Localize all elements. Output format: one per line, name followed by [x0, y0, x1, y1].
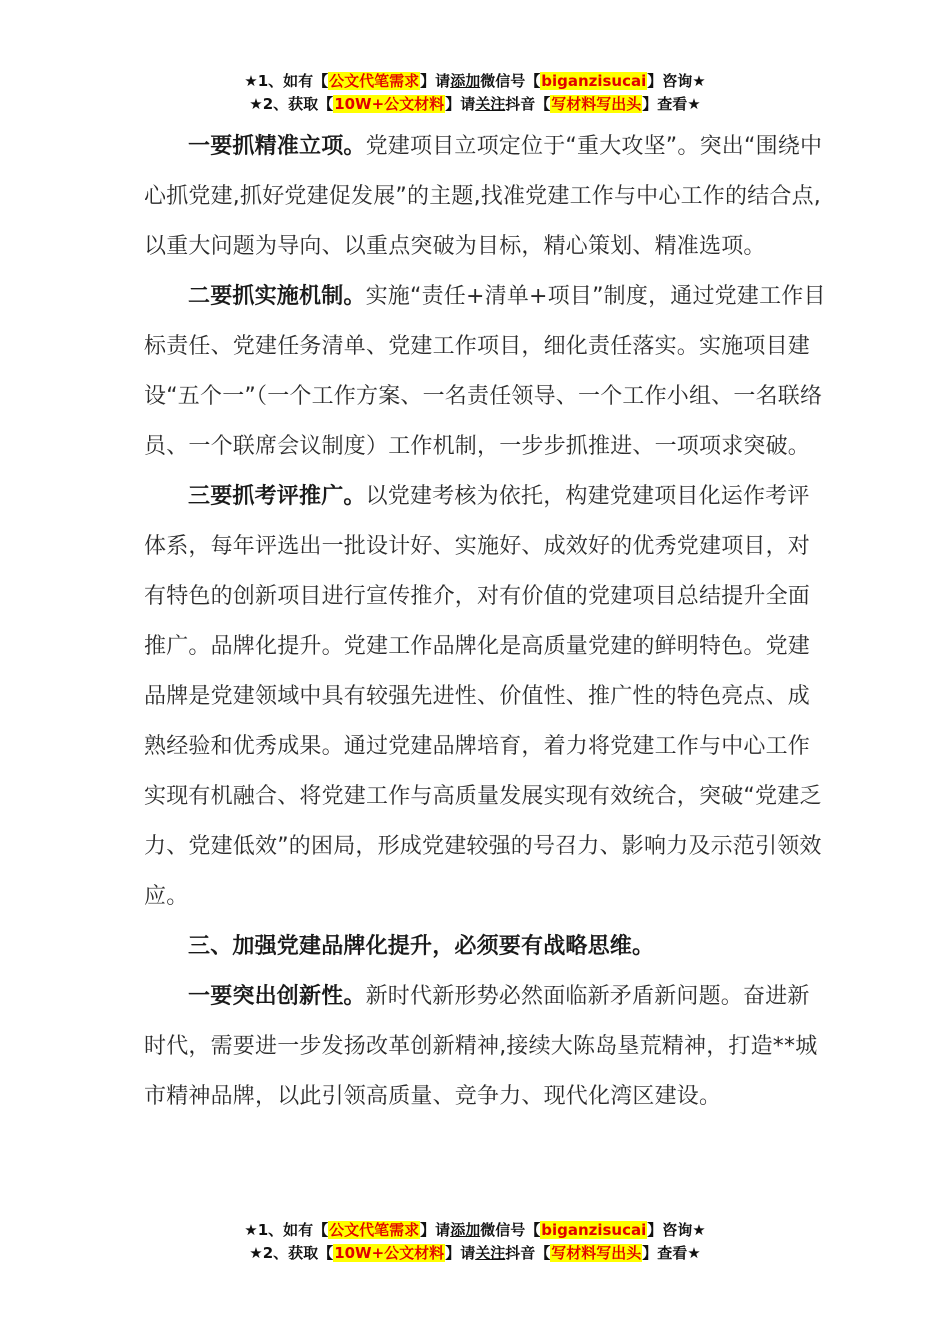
banner-text: 】请 [445, 95, 476, 113]
paragraph-text: 党建项目立项定位于“重大攻坚”。突出“围绕中心抓党建,抓好党建促发展”的主题,找准党建工作与中心工作的结合点,以重大问题为导向、以重点突破为目标，精心策划、精准选项。 [144, 134, 823, 259]
banner-text: 抖音【 [505, 1244, 551, 1262]
banner-text: 】请 [445, 1244, 476, 1262]
footer-banner [0, 1219, 950, 1265]
underlined-text: 关注 [475, 95, 506, 113]
banner-text: 微信号【 [480, 1221, 541, 1239]
paragraph [144, 272, 829, 472]
banner-line-1 [0, 1219, 950, 1242]
highlight-service: 公文代笔需求 [329, 1221, 420, 1239]
paragraph [144, 472, 829, 922]
banner-text: 】查看★ [642, 1244, 701, 1262]
underlined-text: 添加 [450, 1221, 481, 1239]
paragraph-lead: 二要抓实施机制。 [188, 284, 366, 309]
banner-text: 】请 [420, 72, 451, 90]
banner-text: 】查看★ [642, 95, 701, 113]
highlight-douyin-account: 写材料写出头 [551, 1244, 642, 1262]
banner-text: ★2、获取【 [249, 1244, 334, 1262]
paragraph [144, 122, 829, 272]
highlight-wechat-id: biganzisucai [541, 72, 647, 90]
paragraph-text: 实施“责任+清单+项目”制度，通过党建工作目标责任、党建任务清单、党建工作项目，细化责任落实。实施项目建设“五个一”（一个工作方案、一名责任领导、一个工作小组、一名联络员、一个联席会议制度）工作机制，一步步抓推进、一项项求突破。 [144, 284, 826, 459]
banner-line-2 [0, 1242, 950, 1265]
banner-text: 】咨询★ [647, 1221, 706, 1239]
paragraph-text: 新时代新形势必然面临新矛盾新问题。奋进新时代，需要进一步发扬改革创新精神,接续大陈岛垦荒精神，打造**城市精神品牌，以此引领高质量、竞争力、现代化湾区建设。 [144, 984, 818, 1109]
banner-text: ★1、如有【 [244, 1221, 329, 1239]
paragraph-lead: 三要抓考评推广。 [188, 484, 366, 509]
banner-line-2 [0, 93, 950, 116]
paragraph-lead: 一要抓精准立项。 [188, 134, 366, 159]
paragraph-lead: 一要突出创新性。 [188, 984, 366, 1009]
highlight-materials: 10W+公文材料 [334, 1244, 445, 1262]
highlight-materials: 10W+公文材料 [334, 95, 445, 113]
paragraph [144, 972, 829, 1122]
document-body [144, 122, 829, 1122]
banner-text: 】咨询★ [647, 72, 706, 90]
section-heading: 三、加强党建品牌化提升，必须要有战略思维。 [188, 934, 655, 959]
banner-text: 】请 [420, 1221, 451, 1239]
banner-line-1 [0, 70, 950, 93]
paragraph-text: 以党建考核为依托，构建党建项目化运作考评体系，每年评选出一批设计好、实施好、成效好的优秀党建项目，对有特色的创新项目进行宣传推介，对有价值的党建项目总结提升全面推广。品牌化提升。党建工作品牌化是高质量党建的鲜明特色。党建品牌是党建领域中具有较强先进性、价值性、推广性的特色亮点、成熟经验和优秀成果。通过党建品牌培育，着力将党建工作与中心工作实现有机融合、将党建工作与高质量发展实现有效统合，突破“党建乏力、党建低效”的困局，形成党建较强的号召力、影响力及示范引领效应。 [144, 484, 822, 909]
banner-text: 抖音【 [505, 95, 551, 113]
banner-text: 微信号【 [480, 72, 541, 90]
underlined-text: 添加 [450, 72, 481, 90]
highlight-douyin-account: 写材料写出头 [551, 95, 642, 113]
banner-text: ★1、如有【 [244, 72, 329, 90]
underlined-text: 关注 [475, 1244, 506, 1262]
highlight-wechat-id: biganzisucai [541, 1221, 647, 1239]
header-banner [0, 70, 950, 116]
highlight-service: 公文代笔需求 [329, 72, 420, 90]
banner-text: ★2、获取【 [249, 95, 334, 113]
